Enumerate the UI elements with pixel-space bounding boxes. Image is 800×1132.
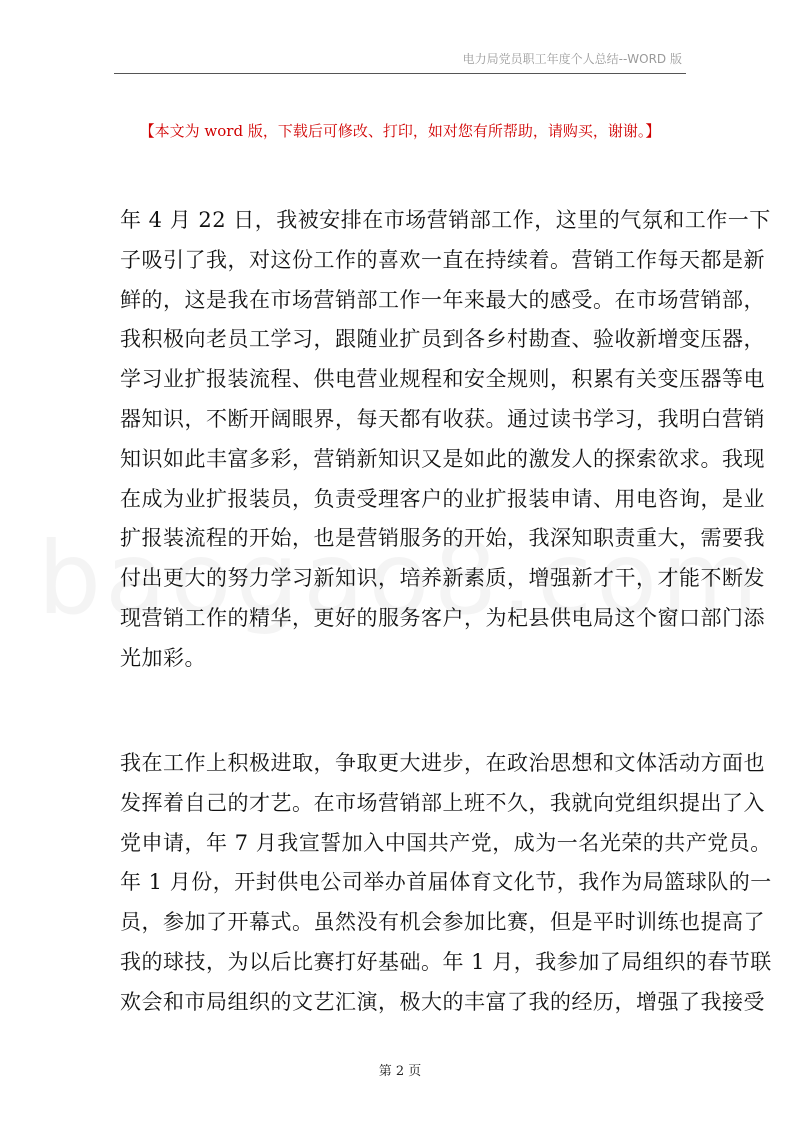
text-line: 器知识，不断开阔眼界，每天都有收获。通过读书学习，我明白营销: [120, 406, 765, 431]
text-line: 扩报装流程的开始，也是营销服务的开始，我深知职责重大，需要我: [120, 526, 765, 551]
text-line: 光加彩。: [120, 645, 206, 670]
text-line: 付出更大的努力学习新知识，培养新素质，增强新才干，才能不断发: [120, 566, 765, 591]
text-line: 发挥着自己的才艺。在市场营销部上班不久，我就向党组织提出了入: [120, 790, 765, 815]
paragraph-2: [120, 744, 772, 1023]
text-line: 党申请，年 7 月我宣誓加入中国共产党，成为一名光荣的共产党员。: [120, 830, 772, 855]
text-line: 子吸引了我，对这份工作的喜欢一直在持续着。营销工作每天都是新: [120, 247, 765, 272]
running-header: 电力局党员职工年度个人总结--WORD 版: [462, 52, 682, 66]
paragraph-1: [120, 201, 771, 679]
page-number: 第 2 页: [378, 1064, 422, 1079]
text-line: 员，参加了开幕式。虽然没有机会参加比赛，但是平时训练也提高了: [120, 910, 765, 935]
text-line: 欢会和市局组织的文艺汇演，极大的丰富了我的经历，增强了我接受: [120, 989, 765, 1014]
text-line: 年 1 月份，开封供电公司举办首届体育文化节，我作为局篮球队的一: [120, 870, 772, 895]
text-line: 现营销工作的精华，更好的服务客户，为杞县供电局这个窗口部门添: [120, 605, 765, 630]
text-line: 年 4 月 22 日，我被安排在市场营销部工作，这里的气氛和工作一下: [120, 208, 771, 232]
text-line: 知识如此丰富多彩，营销新知识又是如此的激发人的探索欲求。我现: [120, 446, 765, 471]
text-line: 鲜的，这是我在市场营销部工作一年来最大的感受。在市场营销部，: [120, 287, 765, 312]
text-line: 学习业扩报装流程、供电营业规程和安全规则，积累有关变压器等电: [120, 367, 765, 392]
text-line: 我积极向老员工学习，跟随业扩员到各乡村勘查、验收新增变压器，: [120, 327, 765, 352]
text-line: 我在工作上积极进取，争取更大进步，在政治思想和文体活动方面也: [120, 751, 765, 775]
header-divider: [114, 73, 686, 74]
text-line: 我的球技，为以后比赛打好基础。年 1 月，我参加了局组织的春节联: [120, 949, 772, 974]
text-line: 在成为业扩报装员，负责受理客户的业扩报装申请、用电咨询，是业: [120, 486, 765, 511]
purchase-notice: 【本文为 word 版，下载后可修改、打印，如对您有所帮助，请购买，谢谢。】: [139, 122, 661, 140]
